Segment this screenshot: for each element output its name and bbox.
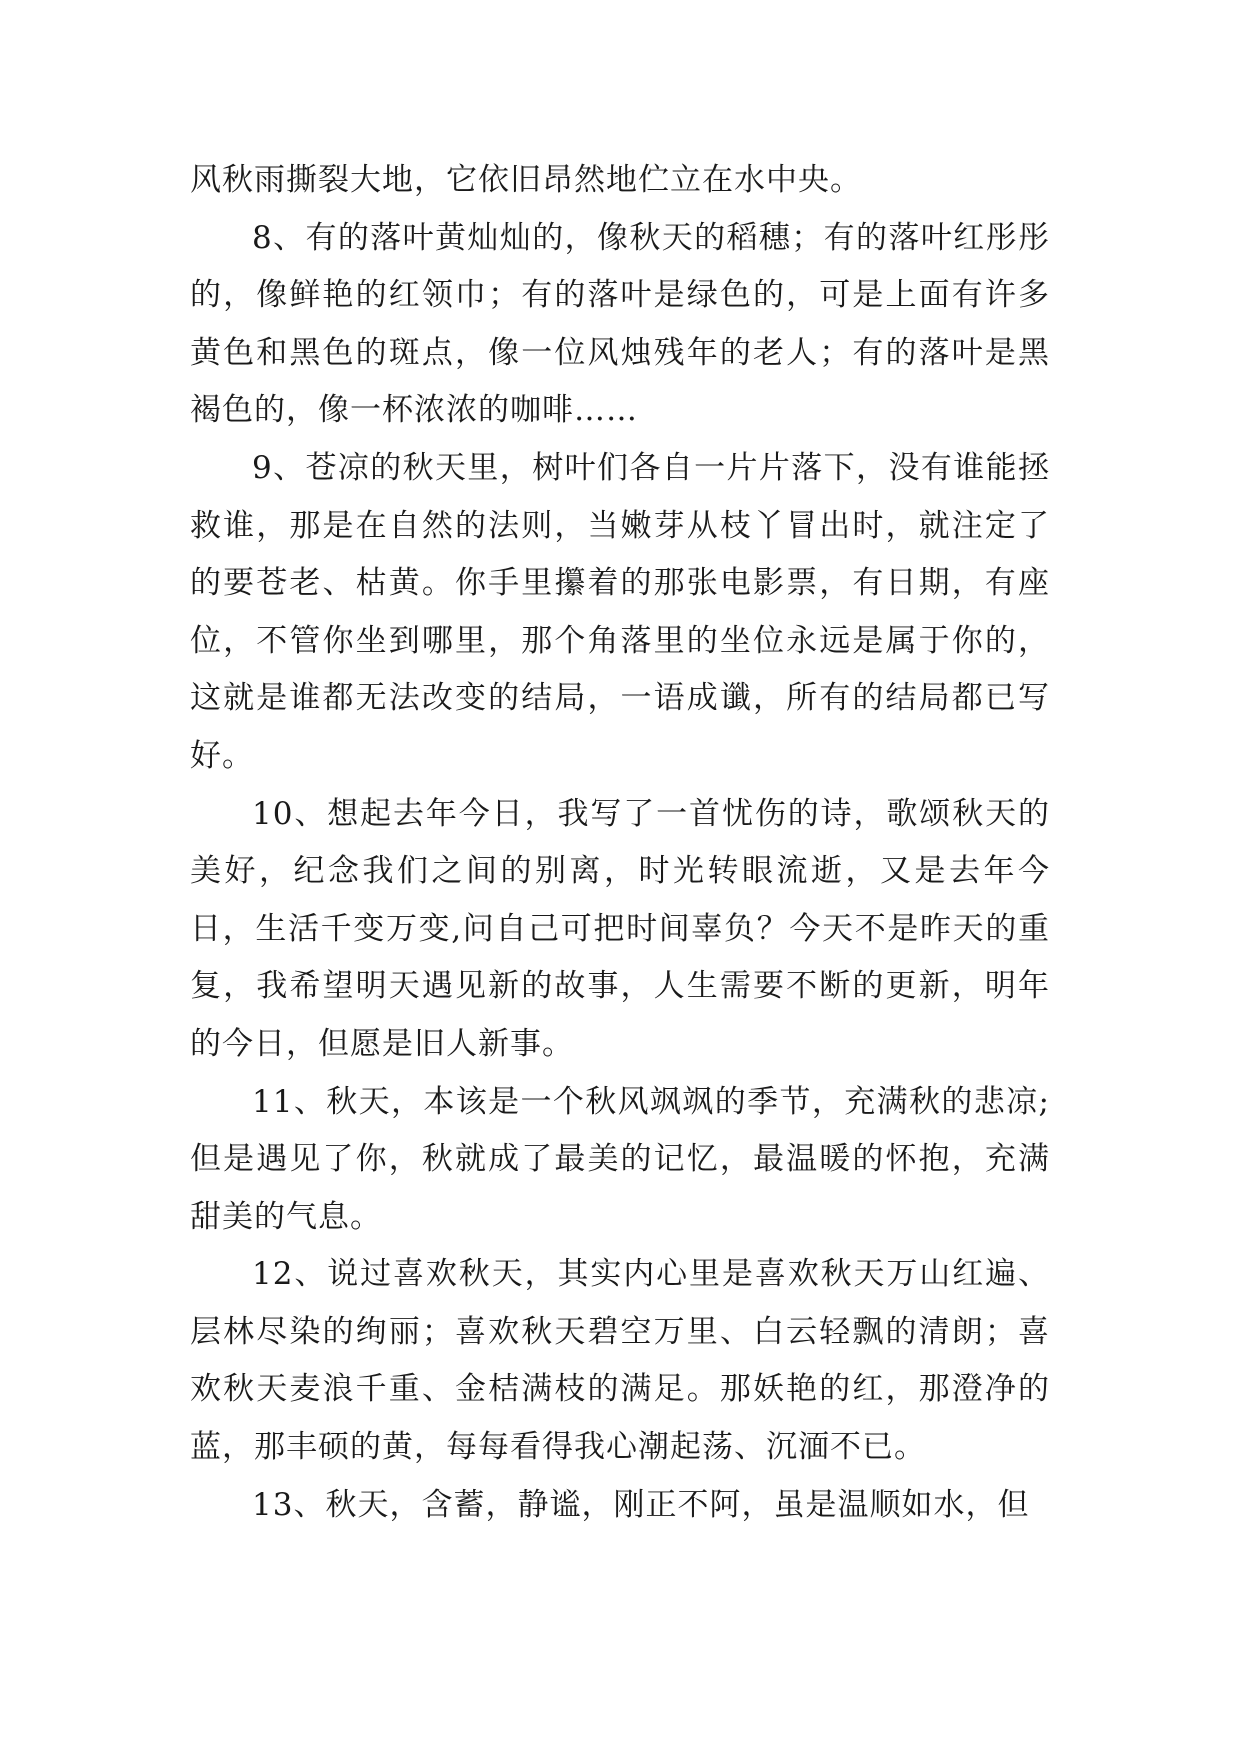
paragraph-item-12: 12、说过喜欢秋天，其实内心里是喜欢秋天万山红遍、层林尽染的绚丽；喜欢秋天碧空万里、白云轻飘的清朗；喜欢秋天麦浪千重、金桔满枝的满足。那妖艳的红，那澄净的蓝，那丰硕的黄，每每看得我心潮起荡、沉湎不已。 [190, 1256, 1050, 1466]
paragraph-item-10: 10、想起去年今日，我写了一首忧伤的诗，歌颂秋天的美好，纪念我们之间的别离，时光转眼流逝，又是去年今日，生活千变万变,问自己可把时间辜负？今天不是昨天的重复，我希望明天遇见新的故事，人生需要不断的更新，明年的今日，但愿是旧人新事。 [190, 795, 1050, 1062]
document-body [190, 152, 1050, 1534]
paragraph-item-13: 13、秋天，含蓄，静谧，刚正不阿，虽是温顺如水，但 [252, 1486, 1030, 1523]
paragraph-item-8: 8、有的落叶黄灿灿的，像秋天的稻穗；有的落叶红彤彤的，像鲜艳的红领巾；有的落叶是绿色的，可是上面有许多黄色和黑色的斑点，像一位风烛残年的老人；有的落叶是黑褐色的，像一杯浓浓的咖啡…… [190, 219, 1050, 429]
paragraph-item-9: 9、苍凉的秋天里，树叶们各自一片片落下，没有谁能拯救谁，那是在自然的法则，当嫩芽从枝丫冒出时，就注定了的要苍老、枯黄。你手里攥着的那张电影票，有日期，有座位，不管你坐到哪里，那个角落里的坐位永远是属于你的，这就是谁都无法改变的结局，一语成谶，所有的结局都已写好。 [190, 449, 1050, 774]
paragraph-item-11: 11、秋天，本该是一个秋风飒飒的季节，充满秋的悲凉;但是遇见了你，秋就成了最美的记忆，最温暖的怀抱，充满甜美的气息。 [190, 1083, 1050, 1235]
paragraph-continuation: 风秋雨撕裂大地，它依旧昂然地伫立在水中央。 [190, 162, 862, 198]
